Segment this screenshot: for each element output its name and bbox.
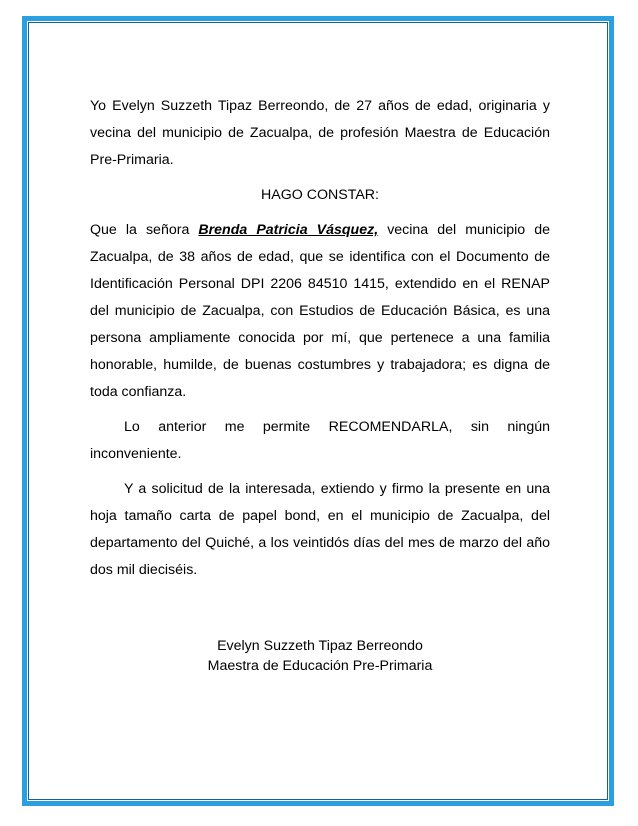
recommended-person-name: Brenda Patricia Vásquez, bbox=[198, 222, 379, 238]
main-paragraph bbox=[90, 217, 550, 406]
main-paragraph-rest: vecina del municipio de Zacualpa, de 38 años de edad, que se identifica con el Documento de Identificación Personal DPI 2206 84510 1415, extendido en el RENAP del municipio de Zacualpa, con Estudios de Educación Básica, es una persona ampliamente conocida por mí, que pertenece a una familia honorable, humilde, de buenas costumbres y trabajadora; es digna de toda confianza. bbox=[90, 222, 550, 400]
closing-paragraph: Y a solicitud de la interesada, extiendo y firmo la presente en una hoja tamaño carta de papel bond, en el municipio de Zacualpa, del departamento del Quiché, a los veintidós días del mes de marzo del año dos mil dieciséis. bbox=[90, 481, 550, 578]
signer-name: Evelyn Suzzeth Tipaz Berreondo bbox=[217, 638, 423, 654]
recommendation-paragraph: Lo anterior me permite RECOMENDARLA, sin ningún inconveniente. bbox=[90, 419, 550, 462]
main-paragraph-start: Que la señora bbox=[90, 222, 199, 238]
letter-body bbox=[90, 93, 550, 592]
signature-block bbox=[90, 636, 550, 676]
signer-title: Maestra de Educación Pre-Primaria bbox=[207, 658, 433, 674]
intro-paragraph: Yo Evelyn Suzzeth Tipaz Berreondo, de 27 años de edad, originaria y vecina del municipio de Zacualpa, de profesión Maestra de Educación Pre-Primaria. bbox=[90, 98, 550, 168]
heading-hago-constar: HAGO CONSTAR: bbox=[261, 187, 379, 203]
